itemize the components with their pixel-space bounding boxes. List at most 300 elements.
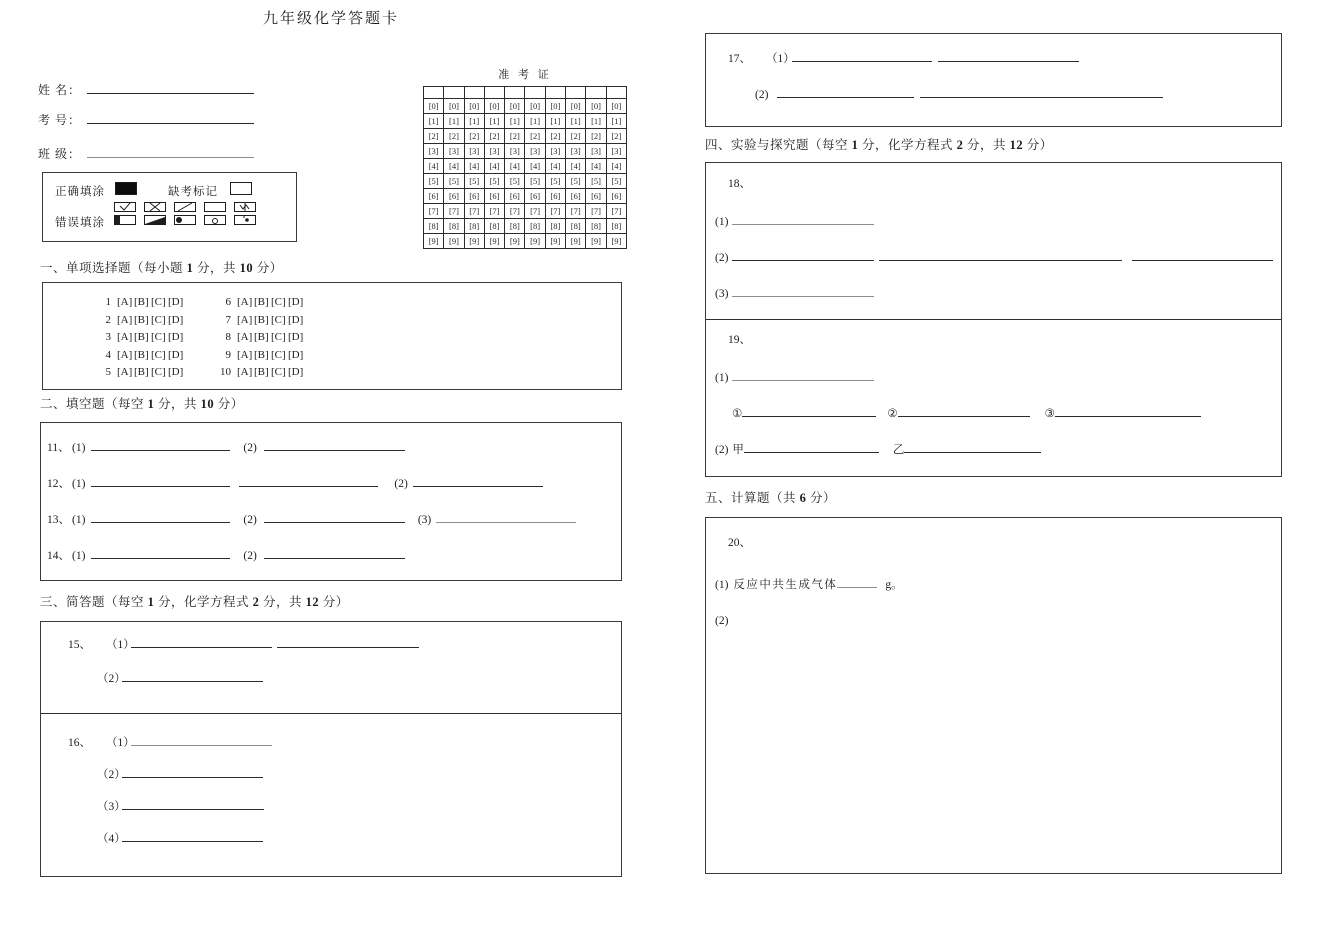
choice-bubble[interactable]: [A] (237, 348, 253, 361)
question-number: 19、 (728, 334, 751, 346)
section-1-heading (40, 258, 283, 276)
wrong-mark-point-icon (234, 215, 256, 225)
answer-blank[interactable] (91, 511, 230, 523)
answer-blank[interactable] (904, 441, 1041, 453)
choice-bubble[interactable]: [A] (237, 296, 253, 308)
admission-write-cell[interactable] (525, 87, 545, 99)
heading-text: 分，化学方程式 (858, 138, 957, 152)
part-label: (1) (715, 372, 729, 384)
admission-digit-bubble[interactable]: [2] (424, 129, 444, 144)
name-input-line[interactable] (87, 80, 254, 94)
choice-bubble[interactable]: [C] (151, 313, 166, 326)
admission-digit-bubble[interactable]: [0] (444, 99, 464, 114)
choice-bubble[interactable]: [A] (117, 331, 133, 343)
part-label: (1) (72, 514, 86, 526)
section-5-heading (705, 488, 836, 506)
name-label: 姓 名： (38, 83, 82, 97)
section-4-heading (705, 135, 1053, 153)
question-number: 4 (105, 348, 111, 361)
part-label: （2） (97, 769, 126, 781)
admission-digit-bubble[interactable]: [0] (525, 99, 545, 114)
admission-write-cell[interactable] (606, 87, 626, 99)
answer-blank[interactable] (122, 766, 263, 778)
choice-bubble[interactable]: [B] (134, 348, 149, 361)
choice-bubble[interactable]: [C] (271, 313, 286, 326)
heading-points: 6 (799, 491, 807, 505)
choice-bubble[interactable]: [A] (117, 348, 133, 361)
mcq-grid (43, 283, 621, 382)
admission-digit-bubble[interactable]: [8] (525, 219, 545, 234)
question-number: 5 (105, 366, 111, 378)
admission-digit-bubble[interactable]: [9] (484, 234, 504, 249)
admission-write-cell[interactable] (586, 87, 606, 99)
admission-digit-bubble[interactable]: [3] (464, 144, 484, 159)
admission-digit-bubble[interactable]: [0] (545, 99, 565, 114)
circled-1-label: ① (732, 408, 743, 420)
question-16-row-3 (41, 798, 621, 815)
question-number: 16、 (68, 737, 91, 749)
admission-digit-bubble[interactable]: [9] (545, 234, 565, 249)
choice-bubble[interactable]: [C] (271, 348, 286, 361)
admission-digit-bubble[interactable]: [3] (444, 144, 464, 159)
marking-legend-box (42, 172, 297, 242)
part-label: （1） (106, 737, 135, 749)
admission-digit-bubble[interactable]: [8] (606, 219, 626, 234)
question-number: 12、 (47, 478, 70, 490)
question-number: 9 (225, 348, 231, 361)
answer-blank[interactable] (122, 830, 263, 842)
admission-digit-bubble[interactable]: [7] (505, 204, 525, 219)
admission-digit-bubble[interactable]: [2] (566, 129, 586, 144)
answer-blank[interactable] (879, 249, 1122, 261)
answer-blank[interactable] (777, 86, 914, 98)
section-2-heading (40, 394, 244, 412)
admission-digit-bubble[interactable]: [2] (606, 129, 626, 144)
heading-points: 10 (200, 397, 215, 411)
heading-points: 1 (147, 397, 155, 411)
admission-digit-bubble[interactable]: [6] (424, 189, 444, 204)
heading-points: 1 (851, 138, 859, 152)
admission-digit-bubble[interactable]: [4] (586, 159, 606, 174)
admission-digit-bubble[interactable]: [2] (505, 129, 525, 144)
admission-digit-bubble[interactable]: [5] (444, 174, 464, 189)
gas-produced-text: 反应中共生成气体 (733, 579, 838, 591)
admission-digit-bubble[interactable]: [5] (586, 174, 606, 189)
wrong-mark-slash-icon (174, 202, 196, 212)
admission-write-cell[interactable] (505, 87, 525, 99)
admission-digit-bubble[interactable]: [4] (424, 159, 444, 174)
question-17-row-1 (706, 50, 1281, 67)
admission-digit-bubble[interactable]: [5] (464, 174, 484, 189)
part-label: (1) (715, 216, 729, 228)
question-20-number-row (706, 536, 1281, 551)
admission-digit-bubble[interactable]: [5] (424, 174, 444, 189)
circled-3-label: ③ (1044, 408, 1055, 420)
admission-ticket-panel (423, 66, 627, 249)
admission-digit-bubble[interactable]: [0] (464, 99, 484, 114)
choice-bubble[interactable]: [A] (237, 366, 253, 378)
admission-digit-bubble[interactable]: [8] (424, 219, 444, 234)
admission-digit-bubble[interactable]: [4] (484, 159, 504, 174)
heading-text: 分，化学方程式 (154, 595, 253, 609)
question-15-row-2 (41, 670, 621, 687)
admission-write-cell[interactable] (566, 87, 586, 99)
admission-digit-bubble[interactable]: [6] (566, 189, 586, 204)
question-19-row-3 (706, 441, 1281, 458)
admission-write-cell[interactable] (464, 87, 484, 99)
admission-digit-bubble[interactable]: [9] (586, 234, 606, 249)
admission-digit-bubble[interactable]: [4] (606, 159, 626, 174)
admission-digit-bubble[interactable]: [3] (606, 144, 626, 159)
answer-blank[interactable] (122, 670, 263, 682)
question-number: 1 (105, 296, 111, 308)
admission-write-cell[interactable] (545, 87, 565, 99)
admission-digit-bubble[interactable]: [3] (484, 144, 504, 159)
heading-points: 2 (956, 138, 964, 152)
admission-digit-bubble[interactable]: [7] (586, 204, 606, 219)
choice-bubble[interactable]: [D] (288, 348, 304, 361)
exam-number-field-row (38, 110, 254, 128)
admission-digit-bubble[interactable]: [3] (545, 144, 565, 159)
admission-digit-bubble[interactable]: [9] (505, 234, 525, 249)
admission-digit-bubble[interactable]: [6] (464, 189, 484, 204)
admission-digit-bubble[interactable]: [3] (586, 144, 606, 159)
answer-blank[interactable] (264, 547, 405, 559)
admission-digit-bubble[interactable]: [9] (444, 234, 464, 249)
choice-bubble[interactable]: [B] (134, 366, 149, 378)
admission-digit-bubble[interactable]: [1] (525, 114, 545, 129)
admission-digit-bubble[interactable]: [8] (444, 219, 464, 234)
admission-digit-bubble[interactable]: [1] (484, 114, 504, 129)
admission-digit-bubble[interactable]: [1] (586, 114, 606, 129)
question-18-row-2 (706, 249, 1281, 266)
answer-blank[interactable] (1055, 405, 1201, 417)
exam-number-input-line[interactable] (87, 110, 254, 124)
choice-bubble[interactable]: [B] (254, 296, 269, 308)
admission-digit-bubble[interactable]: [9] (424, 234, 444, 249)
exam-number-label: 考 号： (38, 113, 82, 127)
heading-text: 五、计算题（共 (705, 491, 800, 505)
admission-digit-bubble[interactable]: [7] (464, 204, 484, 219)
admission-digit-bubble[interactable]: [6] (586, 189, 606, 204)
admission-digit-bubble[interactable]: [6] (606, 189, 626, 204)
question-18-row-1 (706, 213, 1281, 230)
admission-digit-bubble[interactable]: [4] (545, 159, 565, 174)
admission-digit-bubble[interactable]: [0] (606, 99, 626, 114)
correct-fill-swatch (115, 182, 137, 195)
heading-text: 分，共 (154, 397, 201, 411)
question-13-row (41, 511, 621, 528)
admission-digit-bubble[interactable]: [8] (566, 219, 586, 234)
admission-digit-bubble[interactable]: [4] (444, 159, 464, 174)
choice-bubble[interactable]: [B] (134, 313, 149, 326)
question-number: 17、 (728, 53, 751, 65)
admission-digit-bubble[interactable]: [2] (444, 129, 464, 144)
question-18-row-3 (706, 285, 1281, 302)
answer-blank[interactable] (732, 213, 874, 225)
question-number: 2 (105, 313, 111, 326)
question-number: 20、 (728, 537, 751, 549)
name-field-row (38, 80, 254, 98)
admission-digit-bubble[interactable]: [9] (525, 234, 545, 249)
admission-digit-bubble[interactable]: [0] (484, 99, 504, 114)
wrong-mark-leftbar-icon (114, 215, 136, 225)
admission-write-cell[interactable] (444, 87, 464, 99)
heading-text: 一、单项选择题（每小题 (40, 261, 187, 275)
admission-digit-bubble[interactable]: [3] (424, 144, 444, 159)
question-17-box (705, 33, 1282, 127)
admission-digit-bubble[interactable]: [1] (505, 114, 525, 129)
question-20-row-2 (706, 614, 1281, 629)
choice-bubble[interactable]: [A] (117, 313, 133, 326)
answer-blank[interactable] (239, 475, 378, 487)
answer-blank[interactable] (277, 636, 419, 648)
wrong-mark-cross-icon (144, 202, 166, 212)
admission-digit-bubble[interactable]: [9] (464, 234, 484, 249)
admission-digit-bubble[interactable]: [7] (606, 204, 626, 219)
admission-digit-bubble[interactable]: [1] (424, 114, 444, 129)
part-label: (1) (72, 550, 86, 562)
heading-text: 三、简答题（每空 (40, 595, 148, 609)
heading-text: 分，共 (963, 138, 1010, 152)
answer-blank[interactable] (898, 405, 1030, 417)
heading-points: 1 (186, 261, 194, 275)
part-label: (2) (755, 89, 769, 101)
admission-grid (423, 86, 627, 249)
question-20-box (705, 517, 1282, 874)
choice-bubble[interactable]: [C] (271, 331, 286, 343)
admission-digit-bubble[interactable]: [6] (444, 189, 464, 204)
mcq-row (43, 364, 621, 382)
admission-digit-bubble[interactable]: [7] (525, 204, 545, 219)
admission-digit-bubble[interactable]: [2] (525, 129, 545, 144)
admission-digit-bubble[interactable]: [9] (606, 234, 626, 249)
question-16-row-1 (41, 734, 621, 751)
admission-digit-bubble[interactable]: [6] (484, 189, 504, 204)
question-number: 8 (225, 331, 231, 343)
answer-blank[interactable] (91, 439, 230, 451)
admission-digit-bubble[interactable]: [8] (484, 219, 504, 234)
wrong-mark-ring-icon (204, 215, 226, 225)
admission-digit-bubble[interactable]: [2] (586, 129, 606, 144)
heading-points: 1 (147, 595, 155, 609)
question-20-row-1 (706, 576, 1281, 593)
heading-text: 分） (806, 491, 837, 505)
admission-digit-bubble[interactable]: [6] (525, 189, 545, 204)
admission-digit-bubble[interactable]: [2] (484, 129, 504, 144)
admission-digit-bubble[interactable]: [5] (545, 174, 565, 189)
mcq-row (43, 312, 621, 330)
part-label: (2) (243, 514, 257, 526)
choice-bubble[interactable]: [A] (237, 331, 253, 343)
heading-text: 分，共 (193, 261, 240, 275)
answer-blank[interactable] (91, 475, 230, 487)
admission-digit-bubble[interactable]: [5] (505, 174, 525, 189)
correct-fill-label: 正确填涂 (55, 186, 105, 198)
admission-digit-bubble[interactable]: [4] (525, 159, 545, 174)
admission-digit-bubble[interactable]: [5] (484, 174, 504, 189)
admission-digit-bubble[interactable]: [5] (525, 174, 545, 189)
choice-bubble[interactable]: [A] (237, 313, 253, 326)
admission-digit-bubble[interactable]: [0] (566, 99, 586, 114)
admission-digit-bubble[interactable]: [7] (566, 204, 586, 219)
choice-bubble[interactable]: [D] (288, 313, 304, 326)
part-label: (1) (715, 579, 729, 591)
choice-bubble[interactable]: [C] (271, 296, 286, 308)
admission-digit-bubble[interactable]: [2] (545, 129, 565, 144)
question-17-row-2 (706, 86, 1281, 103)
part-label: (1) (72, 442, 86, 454)
admission-digit-bubble[interactable]: [1] (444, 114, 464, 129)
choice-bubble[interactable]: [B] (254, 366, 269, 378)
part-label: （1） (766, 53, 795, 65)
admission-write-cell[interactable] (484, 87, 504, 99)
mcq-row (43, 347, 621, 365)
question-19-row-2 (706, 405, 1281, 422)
admission-digit-bubble[interactable]: [9] (566, 234, 586, 249)
admission-digit-bubble[interactable]: [7] (545, 204, 565, 219)
answer-blank[interactable] (1132, 249, 1273, 261)
heading-text: 二、填空题（每空 (40, 397, 148, 411)
heading-points: 2 (252, 595, 260, 609)
admission-digit-bubble[interactable]: [3] (566, 144, 586, 159)
heading-text: 分） (253, 261, 283, 275)
page-title: 九年级化学答题卡 (262, 11, 399, 27)
admission-digit-bubble[interactable]: [6] (545, 189, 565, 204)
unit-label: g。 (885, 579, 903, 591)
choice-bubble[interactable]: [C] (151, 331, 166, 343)
admission-digit-bubble[interactable]: [0] (505, 99, 525, 114)
answer-blank[interactable] (837, 576, 877, 588)
question-number: 18、 (728, 178, 751, 190)
short-answer-box (40, 621, 622, 877)
choice-bubble[interactable]: [C] (151, 348, 166, 361)
choice-bubble[interactable]: [C] (151, 366, 166, 378)
answer-blank[interactable] (264, 439, 405, 451)
choice-bubble[interactable]: [B] (254, 348, 269, 361)
choice-bubble[interactable]: [D] (288, 296, 304, 308)
admission-digit-bubble[interactable]: [7] (484, 204, 504, 219)
admission-digit-bubble[interactable]: [1] (464, 114, 484, 129)
heading-text: 分） (319, 595, 349, 609)
fill-in-answer-box (40, 422, 622, 581)
admission-digit-bubble[interactable]: [5] (606, 174, 626, 189)
admission-digit-bubble[interactable]: [2] (464, 129, 484, 144)
admission-digit-bubble[interactable]: [8] (545, 219, 565, 234)
mcq-answer-box (42, 282, 622, 390)
question-18-number-row (706, 177, 1281, 192)
choice-bubble[interactable]: [B] (134, 296, 149, 308)
divider (41, 713, 621, 714)
choice-bubble[interactable]: [C] (271, 366, 286, 378)
choice-bubble[interactable]: [C] (151, 296, 166, 308)
answer-blank[interactable] (744, 441, 879, 453)
answer-blank[interactable] (742, 405, 876, 417)
part-label: (2) (715, 252, 729, 264)
choice-bubble[interactable]: [D] (168, 331, 184, 343)
answer-blank[interactable] (413, 475, 543, 487)
choice-bubble[interactable]: [D] (168, 366, 184, 378)
choice-bubble[interactable]: [B] (134, 331, 149, 343)
question-15-row-1 (41, 636, 621, 653)
question-12-row (41, 475, 621, 492)
choice-bubble[interactable]: [D] (288, 366, 304, 378)
choice-bubble[interactable]: [B] (254, 313, 269, 326)
choice-bubble[interactable]: [B] (254, 331, 269, 343)
choice-bubble[interactable]: [D] (168, 296, 184, 308)
admission-write-cell[interactable] (424, 87, 444, 99)
part-label: (3) (715, 288, 729, 300)
answer-blank[interactable] (131, 734, 272, 746)
wrong-mark-triangle-icon (144, 215, 166, 225)
admission-digit-bubble[interactable]: [0] (424, 99, 444, 114)
admission-digit-bubble[interactable]: [7] (444, 204, 464, 219)
question-19-number-row (706, 333, 1281, 348)
choice-bubble[interactable]: [D] (168, 313, 184, 326)
admission-digit-bubble[interactable]: [6] (505, 189, 525, 204)
part-label: (2) (715, 615, 729, 627)
admission-digit-bubble[interactable]: [8] (464, 219, 484, 234)
wrong-mark-squiggle-icon (234, 202, 256, 212)
admission-digit-bubble[interactable]: [3] (505, 144, 525, 159)
choice-bubble[interactable]: [D] (168, 348, 184, 361)
admission-digit-bubble[interactable]: [4] (464, 159, 484, 174)
choice-bubble[interactable]: [A] (117, 366, 133, 378)
admission-digit-bubble[interactable]: [5] (566, 174, 586, 189)
choice-bubble[interactable]: [D] (288, 331, 304, 343)
wrong-marks-examples (114, 202, 256, 225)
mcq-row (43, 329, 621, 347)
admission-digit-bubble[interactable]: [7] (424, 204, 444, 219)
part-label: (2) (243, 442, 257, 454)
admission-digit-bubble[interactable]: [8] (586, 219, 606, 234)
heading-points: 10 (239, 261, 254, 275)
answer-blank[interactable] (131, 636, 272, 648)
answer-blank[interactable] (938, 50, 1079, 62)
part-label: (2) (243, 550, 257, 562)
absent-mark-label: 缺考标记 (168, 186, 218, 198)
answer-blank[interactable] (264, 511, 405, 523)
admission-digit-bubble[interactable]: [3] (525, 144, 545, 159)
answer-blank[interactable] (732, 285, 874, 297)
part-label: (2) (394, 478, 408, 490)
admission-digit-bubble[interactable]: [4] (566, 159, 586, 174)
question-number: 13、 (47, 514, 70, 526)
choice-bubble[interactable]: [A] (117, 296, 133, 308)
answer-blank[interactable] (122, 798, 264, 810)
question-number: 10 (220, 366, 231, 378)
answer-blank[interactable] (732, 369, 874, 381)
admission-digit-bubble[interactable]: [8] (505, 219, 525, 234)
section-3-heading (40, 592, 349, 610)
answer-blank[interactable] (91, 547, 230, 559)
admission-digit-bubble[interactable]: [1] (545, 114, 565, 129)
answer-blank[interactable] (436, 511, 576, 523)
heading-points: 12 (305, 595, 320, 609)
answer-blank[interactable] (732, 249, 874, 261)
answer-blank[interactable] (792, 50, 932, 62)
heading-text: 分） (214, 397, 244, 411)
admission-digit-bubble[interactable]: [4] (505, 159, 525, 174)
admission-digit-bubble[interactable]: [1] (606, 114, 626, 129)
admission-digit-bubble[interactable]: [1] (566, 114, 586, 129)
answer-blank[interactable] (920, 86, 1163, 98)
wrong-mark-dot-icon (174, 215, 196, 225)
absent-mark-swatch (230, 182, 252, 195)
admission-digit-bubble[interactable]: [0] (586, 99, 606, 114)
class-input-line[interactable] (87, 144, 254, 158)
question-number: 7 (225, 313, 231, 326)
